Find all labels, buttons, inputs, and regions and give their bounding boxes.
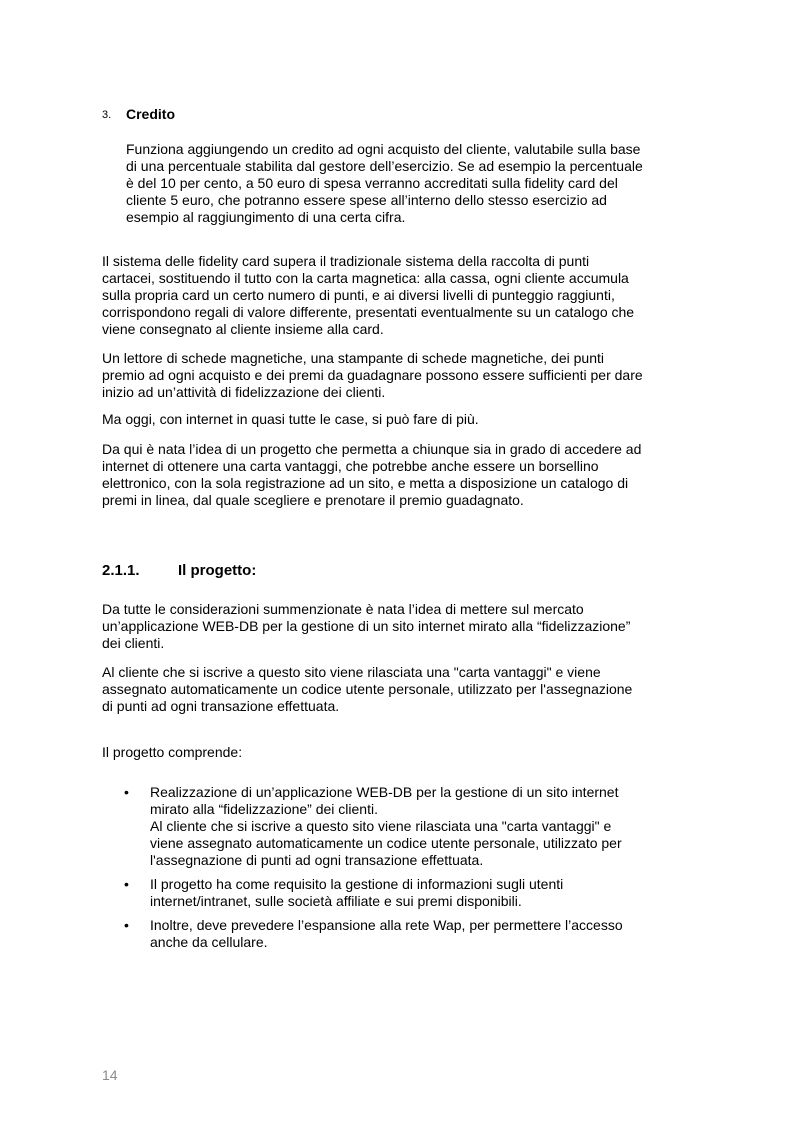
text-line: premi in linea, dal quale scegliere e prenotare il premio guadagnato. bbox=[102, 492, 524, 508]
text-line: internet/intranet, sulle società affiliate e sui premi disponibili. bbox=[150, 893, 522, 909]
text-line: Funziona aggiungendo un credito ad ogni acquisto del cliente, valutabile sulla base bbox=[126, 141, 641, 157]
paragraph bbox=[102, 350, 682, 401]
text-line: Il sistema delle fidelity card supera il tradizionale sistema della raccolta di punti bbox=[102, 253, 590, 269]
text-line: elettronico, con la sola registrazione ad un sito, e metta a disposizione un catalogo di bbox=[102, 475, 629, 491]
page-number: 14 bbox=[102, 1067, 118, 1083]
section-title: Il progetto: bbox=[178, 562, 257, 579]
text-line: esempio al raggiungimento di una certa cifra. bbox=[126, 209, 406, 225]
paragraph bbox=[102, 664, 682, 715]
text-line: cartacei, sostituendo il tutto con la carta magnetica: alla cassa, ogni cliente accumula bbox=[102, 270, 629, 286]
text-line: l'assegnazione di punti ad ogni transazione effettuata. bbox=[150, 852, 484, 868]
text-line: Da qui è nata l’idea di un progetto che permetta a chiunque sia in grado di accedere ad bbox=[102, 441, 642, 457]
text-line: un’applicazione WEB-DB per la gestione di un sito internet mirato alla “fidelizzazione” bbox=[102, 618, 631, 634]
text-line: Al cliente che si iscrive a questo sito viene rilasciata una "carta vantaggi" e viene bbox=[102, 664, 601, 680]
text-line: cliente 5 euro, che potranno essere spese all’interno dello stesso esercizio ad bbox=[126, 192, 607, 208]
bullet-icon: • bbox=[124, 784, 129, 800]
list-item-number: 3. bbox=[102, 109, 112, 121]
text-line: di una percentuale stabilita dal gestore dell’esercizio. Se ad esempio la percentuale bbox=[126, 158, 643, 174]
paragraph bbox=[102, 411, 682, 428]
list-item bbox=[102, 876, 662, 910]
text-line: corrispondono regali di valore differente, presentati eventualmente su un catalogo che bbox=[102, 304, 635, 320]
text-line: Inoltre, deve prevedere l’espansione alla rete Wap, per permettere l’accesso bbox=[150, 917, 623, 933]
text-line: viene consegnato al cliente insieme alla card. bbox=[102, 321, 384, 337]
bullet-list bbox=[102, 784, 662, 958]
text-line: sulla propria card un certo numero di punti, e ai diversi livelli di punteggio raggiunti, bbox=[102, 287, 615, 303]
list-item bbox=[102, 917, 662, 951]
bullet-icon: • bbox=[124, 876, 129, 892]
bullet-icon: • bbox=[124, 917, 129, 933]
list-item-title: Credito bbox=[126, 106, 175, 122]
list-item bbox=[102, 784, 662, 869]
text-line: dei clienti. bbox=[102, 635, 165, 651]
text-line: è del 10 per cento, a 50 euro di spesa verranno accreditati sulla fidelity card del bbox=[126, 175, 618, 191]
text-line: Un lettore di schede magnetiche, una stampante di schede magnetiche, dei punti bbox=[102, 350, 604, 366]
text-line: anche da cellulare. bbox=[150, 934, 268, 950]
text-line: Realizzazione di un’applicazione WEB-DB per la gestione di un sito internet bbox=[150, 784, 619, 800]
text-line: premio ad ogni acquisto e dei premi da guadagnare possono essere sufficienti per dare bbox=[102, 367, 643, 383]
text-line: internet di ottenere una carta vantaggi, che potrebbe anche essere un borsellino bbox=[102, 458, 599, 474]
paragraph bbox=[102, 253, 682, 338]
paragraph bbox=[102, 601, 682, 652]
text-line: Il progetto ha come requisito la gestione di informazioni sugli utenti bbox=[150, 876, 564, 892]
text-line: Ma oggi, con internet in quasi tutte le case, si può fare di più. bbox=[102, 411, 479, 427]
text-line: di punti ad ogni transazione effettuata. bbox=[102, 698, 340, 714]
section-number: 2.1.1. bbox=[102, 562, 140, 579]
paragraph bbox=[102, 441, 682, 509]
credit-description bbox=[126, 141, 678, 226]
list-intro: Il progetto comprende: bbox=[102, 744, 243, 760]
text-line: Da tutte le considerazioni summenzionate è nata l’idea di mettere sul mercato bbox=[102, 601, 584, 617]
text-line: inizio ad un’attività di fidelizzazione dei clienti. bbox=[102, 384, 386, 400]
text-line: Al cliente che si iscrive a questo sito viene rilasciata una "carta vantaggi" e bbox=[150, 818, 612, 834]
text-line: viene assegnato automaticamente un codice utente personale, utilizzato per bbox=[150, 835, 622, 851]
text-line: mirato alla “fidelizzazione” dei clienti. bbox=[150, 801, 378, 817]
text-line: assegnato automaticamente un codice utente personale, utilizzato per l'assegnazione bbox=[102, 681, 633, 697]
